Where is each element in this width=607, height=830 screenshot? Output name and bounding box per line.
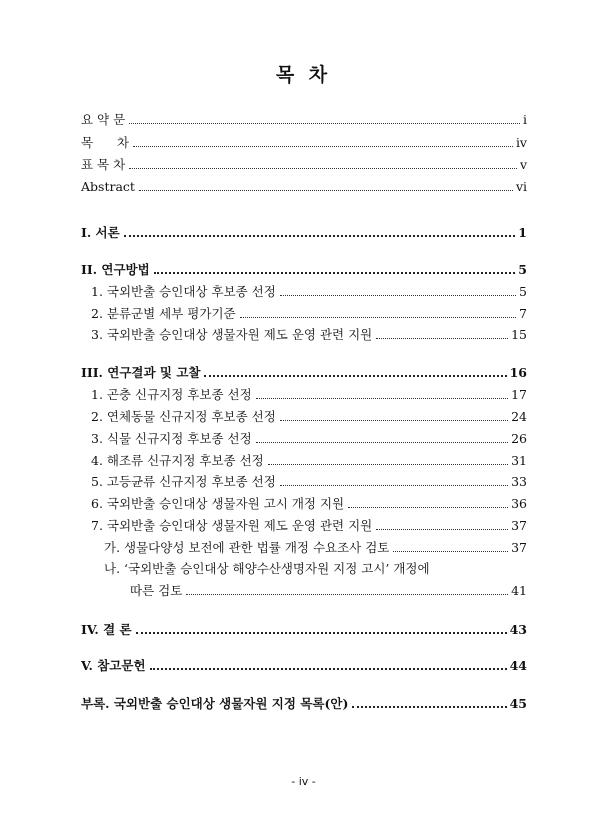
toc-label: 표 목 차 — [81, 157, 126, 172]
toc-label: 6. 국외반출 승인대상 생물자원 고시 개정 지원 — [91, 496, 345, 511]
dot-leader — [352, 705, 506, 708]
dot-leader — [154, 271, 516, 274]
toc-chapter-2[interactable] — [81, 262, 527, 278]
toc-page-number: v — [519, 157, 527, 172]
toc-page-number: 44 — [509, 658, 527, 673]
toc-label: 가. 생물다양성 보전에 관한 법률 개정 수요조사 검토 — [104, 540, 390, 555]
toc-entry[interactable] — [91, 327, 527, 343]
toc-page-number: 41 — [511, 583, 527, 598]
toc-page-number: 7 — [519, 306, 527, 321]
toc-entry[interactable] — [91, 518, 527, 534]
toc-page-number: 17 — [511, 387, 527, 402]
toc-chapter-5[interactable] — [81, 658, 527, 674]
toc-label: 7. 국외반출 승인대상 생물자원 제도 운영 관련 지원 — [91, 518, 373, 533]
toc-page-number: 24 — [511, 409, 527, 424]
dot-leader — [280, 419, 508, 421]
toc-page-number: 36 — [511, 496, 527, 511]
dot-leader — [280, 484, 508, 486]
dot-leader — [376, 337, 508, 339]
toc-appendix[interactable] — [81, 696, 527, 712]
toc-page-number: i — [523, 112, 527, 127]
toc-entry[interactable] — [91, 409, 527, 425]
toc-label: II. 연구방법 — [81, 262, 150, 277]
toc-entry[interactable] — [91, 453, 527, 469]
toc-page-number: 5 — [519, 284, 527, 299]
toc-entry-summary[interactable] — [81, 112, 527, 128]
dot-leader — [348, 506, 508, 508]
toc-page-number: 45 — [509, 696, 527, 711]
dot-leader — [129, 167, 517, 169]
toc-subentry-line[interactable]: 나. ‘국외반출 승인대상 해양수산생명자원 지정 고시’ 개정에 — [104, 561, 430, 576]
toc-page-number: 5 — [518, 262, 527, 277]
dot-leader — [256, 397, 508, 399]
dot-leader — [129, 122, 520, 124]
toc-page-number: 1 — [518, 225, 527, 240]
toc-page-number: 37 — [511, 540, 527, 555]
dot-leader — [280, 294, 516, 296]
toc-subentry[interactable] — [130, 583, 527, 599]
dot-leader — [256, 441, 508, 443]
toc-entry[interactable] — [91, 284, 527, 300]
toc-page-number: 37 — [511, 518, 527, 533]
toc-label: 5. 고등균류 신규지정 후보종 선정 — [91, 474, 276, 489]
toc-subentry[interactable] — [104, 540, 527, 556]
dot-leader — [136, 631, 507, 634]
toc-chapter-1[interactable] — [81, 225, 527, 241]
toc-label: 4. 해조류 신규지정 후보종 선정 — [91, 453, 264, 468]
toc-label: Abstract — [81, 179, 135, 194]
toc-entry[interactable] — [91, 496, 527, 512]
toc-label: 3. 국외반출 승인대상 생물자원 제도 운영 관련 지원 — [91, 327, 373, 342]
dot-leader — [204, 374, 506, 377]
toc-page-number: 43 — [509, 622, 527, 637]
toc-label: 따른 검토 — [130, 583, 183, 598]
dot-leader — [186, 593, 508, 595]
dot-leader — [376, 528, 508, 530]
toc-label: I. 서론 — [81, 225, 120, 240]
dot-leader — [268, 463, 508, 465]
toc-entry[interactable] — [91, 431, 527, 447]
toc-page-number: 33 — [511, 474, 527, 489]
dot-leader — [150, 667, 507, 670]
toc-chapter-4[interactable] — [81, 622, 527, 638]
toc-page-number: 31 — [511, 453, 527, 468]
toc-entry[interactable] — [91, 387, 527, 403]
toc-page-number: 26 — [511, 431, 527, 446]
toc-entry-abstract[interactable] — [81, 179, 527, 195]
dot-leader — [133, 145, 513, 147]
toc-page-number: vi — [515, 179, 527, 194]
toc-label: 3. 식물 신규지정 후보종 선정 — [91, 431, 252, 446]
toc-entry-contents[interactable] — [81, 135, 527, 151]
dot-leader — [393, 550, 508, 552]
toc-label: 2. 연체동물 신규지정 후보종 선정 — [91, 409, 276, 424]
dot-leader — [139, 189, 513, 191]
toc-label: 요 약 문 — [81, 112, 126, 127]
toc-entry-tables[interactable] — [81, 157, 527, 173]
page-title: 목 차 — [275, 64, 332, 86]
toc-page-number: 16 — [509, 365, 527, 380]
toc-label: 목 차 — [81, 135, 129, 150]
toc-label: V. 참고문헌 — [81, 658, 146, 673]
toc-chapter-3[interactable] — [81, 365, 527, 381]
toc-label: 1. 곤충 신규지정 후보종 선정 — [91, 387, 252, 402]
toc-entry[interactable] — [91, 474, 527, 490]
page-footer-number: - iv - — [291, 775, 316, 788]
toc-entry[interactable] — [91, 306, 527, 322]
toc-label: IV. 결 론 — [81, 622, 132, 637]
dot-leader — [240, 316, 516, 318]
toc-label: III. 연구결과 및 고찰 — [81, 365, 201, 380]
toc-label: 부록. 국외반출 승인대상 생물자원 지정 목록(안) — [81, 696, 349, 711]
toc-page-number: iv — [515, 135, 527, 150]
toc-label: 2. 분류군별 세부 평가기준 — [91, 306, 236, 321]
dot-leader — [124, 234, 516, 237]
toc-label: 1. 국외반출 승인대상 후보종 선정 — [91, 284, 276, 299]
toc-page-number: 15 — [511, 327, 527, 342]
